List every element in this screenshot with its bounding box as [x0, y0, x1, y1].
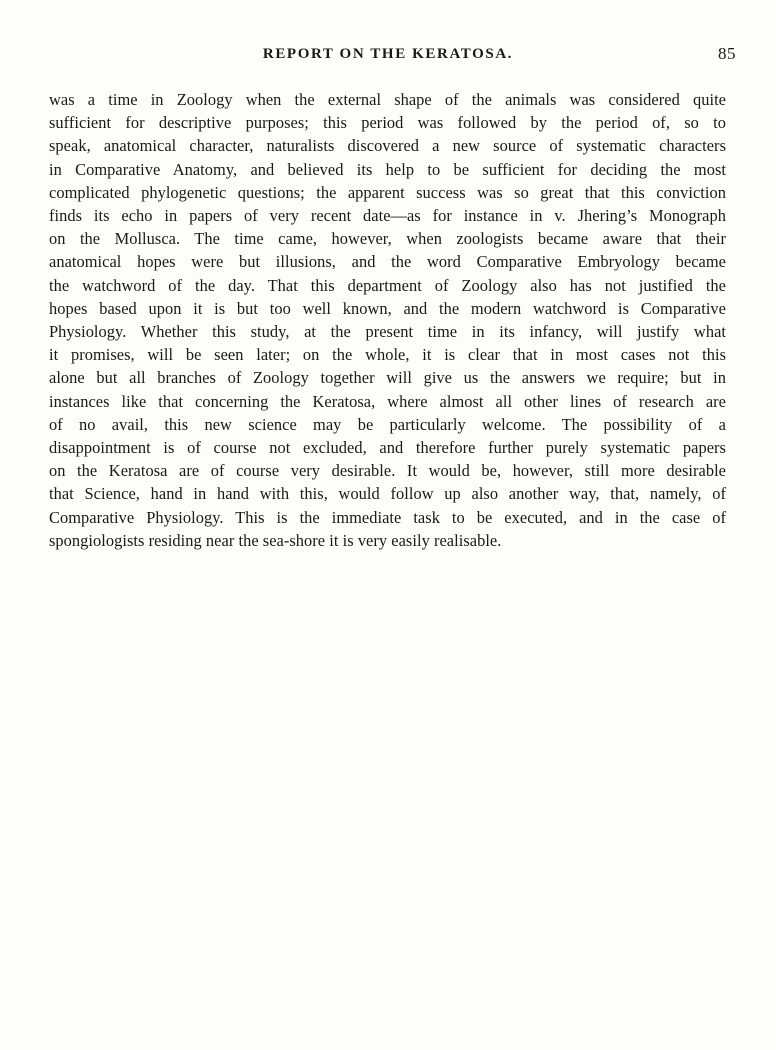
- text-line: disappointment is of course not excluded, and therefore further purely systematic papers: [49, 438, 726, 458]
- text-line: Physiology. Whether this study, at the present time in its infancy, will justify what: [49, 322, 726, 342]
- page-number: 85: [718, 44, 736, 63]
- text-line: instances like that concerning the Keratosa, where almost all other lines of research are: [49, 391, 726, 411]
- text-line: it promises, will be seen later; on the whole, it is clear that in most cases not this: [49, 345, 726, 365]
- running-title: REPORT ON THE KERATOSA.: [262, 46, 514, 62]
- text-line: anatomical hopes were but illusions, and the word Comparative Embryology became: [49, 252, 726, 272]
- text-line: complicated phylogenetic questions; the apparent success was so great that this conviction: [49, 182, 726, 202]
- text-line: alone but all branches of Zoology together will give us the answers we require; but in: [49, 368, 726, 388]
- text-line: spongiologists residing near the sea-shore it is very easily realisable.: [49, 530, 502, 550]
- text-line: in Comparative Anatomy, and believed its help to be sufficient for deciding the most: [49, 159, 726, 179]
- text-line: speak, anatomical character, naturalists discovered a new source of systematic characters: [49, 136, 726, 156]
- text-line: hopes based upon it is but too well known, and the modern watchword is Comparative: [49, 298, 726, 318]
- text-line: on the Keratosa are of course very desirable. It would be, however, still more desirable: [49, 461, 726, 481]
- text-line: of no avail, this new science may be particularly welcome. The possibility of a: [49, 414, 726, 434]
- text-line: Comparative Physiology. This is the immediate task to be executed, and in the case of: [49, 507, 726, 527]
- text-line: the watchword of the day. That this department of Zoology also has not justified the: [49, 275, 726, 295]
- text-line: that Science, hand in hand with this, would follow up also another way, that, namely, of: [49, 484, 726, 504]
- text-line: on the Mollusca. The time came, however, when zoologists became aware that their: [49, 229, 726, 249]
- text-line: sufficient for descriptive purposes; this period was followed by the period of, so to: [49, 113, 726, 133]
- page-header: [0, 45, 776, 63]
- body-paragraph: [49, 88, 726, 552]
- text-line: was a time in Zoology when the external shape of the animals was considered quite: [49, 90, 726, 109]
- text-line: finds its echo in papers of very recent date—as for instance in v. Jhering’s Monograph: [49, 206, 726, 226]
